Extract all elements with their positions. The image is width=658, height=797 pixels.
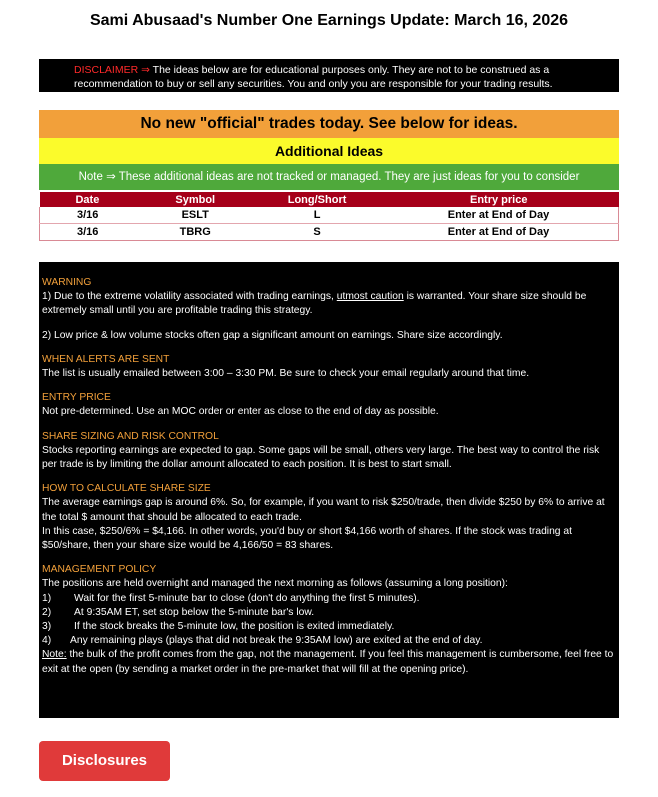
step-number: 4) xyxy=(42,635,52,647)
ideas-table xyxy=(39,192,619,241)
disclaimer-box xyxy=(39,59,619,92)
cell-entry-price: Enter at End of Day xyxy=(379,224,619,241)
warning-item-1 xyxy=(42,290,616,318)
utmost-caution-text: utmost caution xyxy=(336,291,404,303)
warning-text-a: 1) Due to the extreme volatility associated with trading earnings, xyxy=(42,291,337,303)
management-intro: The positions are held overnight and managed the next morning as follows (assuming a long position): xyxy=(42,578,508,590)
cell-date: 3/16 xyxy=(40,207,136,224)
step-number: 2) xyxy=(42,606,52,618)
sizing-heading: SHARE SIZING AND RISK CONTROL xyxy=(42,430,219,442)
alerts-text: The list is usually emailed between 3:00 – 3:30 PM. Be sure to check your email regularly around that time. xyxy=(42,368,530,380)
cell-long-short: L xyxy=(255,207,379,224)
management-step-4 xyxy=(42,634,616,648)
cell-symbol: TBRG xyxy=(135,224,255,241)
management-step-1 xyxy=(42,592,616,606)
step-text: If the stock breaks the 5-minute low, the position is exited immediately. xyxy=(74,621,395,633)
entry-heading: ENTRY PRICE xyxy=(42,392,111,404)
management-step-3 xyxy=(42,620,616,634)
warning-text-b: is warranted. Your share size should be extremely small until you are profitable trading this strategy. xyxy=(42,291,587,317)
header-entry-price: Entry price xyxy=(379,192,619,207)
step-text: At 9:35AM ET, set stop below the 5-minute bar's low. xyxy=(74,606,315,618)
entry-text: Not pre-determined. Use an MOC order or enter as close to the end of day as possible. xyxy=(42,406,439,418)
page-title: Sami Abusaad's Number One Earnings Update: March 16, 2026 xyxy=(89,12,569,29)
warning-heading: WARNING xyxy=(42,277,92,288)
step-text: Any remaining plays (plays that did not break the 9:35AM low) are exited at the end of day. xyxy=(70,635,483,647)
cell-entry-price: Enter at End of Day xyxy=(379,207,619,224)
no-trades-banner: No new "official" trades today. See below for ideas. xyxy=(39,110,619,138)
cell-date: 3/16 xyxy=(40,224,136,241)
table-row xyxy=(40,207,619,224)
calc-text-2: In this case, $250/6% = $4,166. In other words, you'd buy or short $4,166 worth of shares. If the stock was trading at $50/share, then your share size would be 4,166/50 = 83 shares. xyxy=(42,525,572,552)
note-label: Note: xyxy=(42,649,67,661)
step-text: Wait for the first 5-minute bar to close (don't do anything the first 5 minutes). xyxy=(74,592,420,604)
management-step-2 xyxy=(42,606,616,620)
cell-long-short: S xyxy=(255,224,379,241)
disclaimer-text: The ideas below are for educational purposes only. They are not to be construed as a recommendation to buy or sell any securities. You and only you are responsible for your trading results. xyxy=(74,64,553,90)
rules-box xyxy=(39,262,619,718)
cell-symbol: ESLT xyxy=(135,207,255,224)
step-number: 3) xyxy=(42,621,52,633)
additional-ideas-banner: Additional Ideas xyxy=(39,138,619,164)
calc-heading: HOW TO CALCULATE SHARE SIZE xyxy=(42,483,211,495)
arrow-icon: ⇒ xyxy=(141,64,150,76)
management-heading: MANAGEMENT POLICY xyxy=(42,564,157,576)
header-long-short: Long/Short xyxy=(255,192,379,207)
table-row xyxy=(40,224,619,241)
sizing-text: Stocks reporting earnings are expected to gap. Some gaps will be small, others very large. The best way to control the risk per trade is by limiting the dollar amount allocated to each position. It is best to start small. xyxy=(42,444,600,471)
header-symbol: Symbol xyxy=(135,192,255,207)
note-text: the bulk of the profit comes from the gap, not the management. If you feel this management is cumbersome, feel free to exit at the open (by sending a market order in the pre-market that will fill at the opening price). xyxy=(42,649,614,675)
table-header-row xyxy=(40,192,619,207)
calc-text-1: The average earnings gap is around 6%. So, for example, if you want to risk $250/trade, then divide $250 by 6% to arrive at the total $ amount that should be allocated to each trade. xyxy=(42,497,605,523)
disclaimer-label: DISCLAIMER xyxy=(74,64,139,76)
ideas-note-banner: Note ⇒ These additional ideas are not tracked or managed. They are just ideas for you to consider xyxy=(39,164,619,190)
management-note xyxy=(42,648,616,676)
warning-item-2: 2) Low price & low volume stocks often gap a significant amount on earnings. Share size accordingly. xyxy=(42,329,503,341)
disclosures-button[interactable]: Disclosures xyxy=(39,741,170,781)
header-date: Date xyxy=(40,192,136,207)
alerts-heading: WHEN ALERTS ARE SENT xyxy=(42,353,170,365)
step-number: 1) xyxy=(42,592,52,604)
